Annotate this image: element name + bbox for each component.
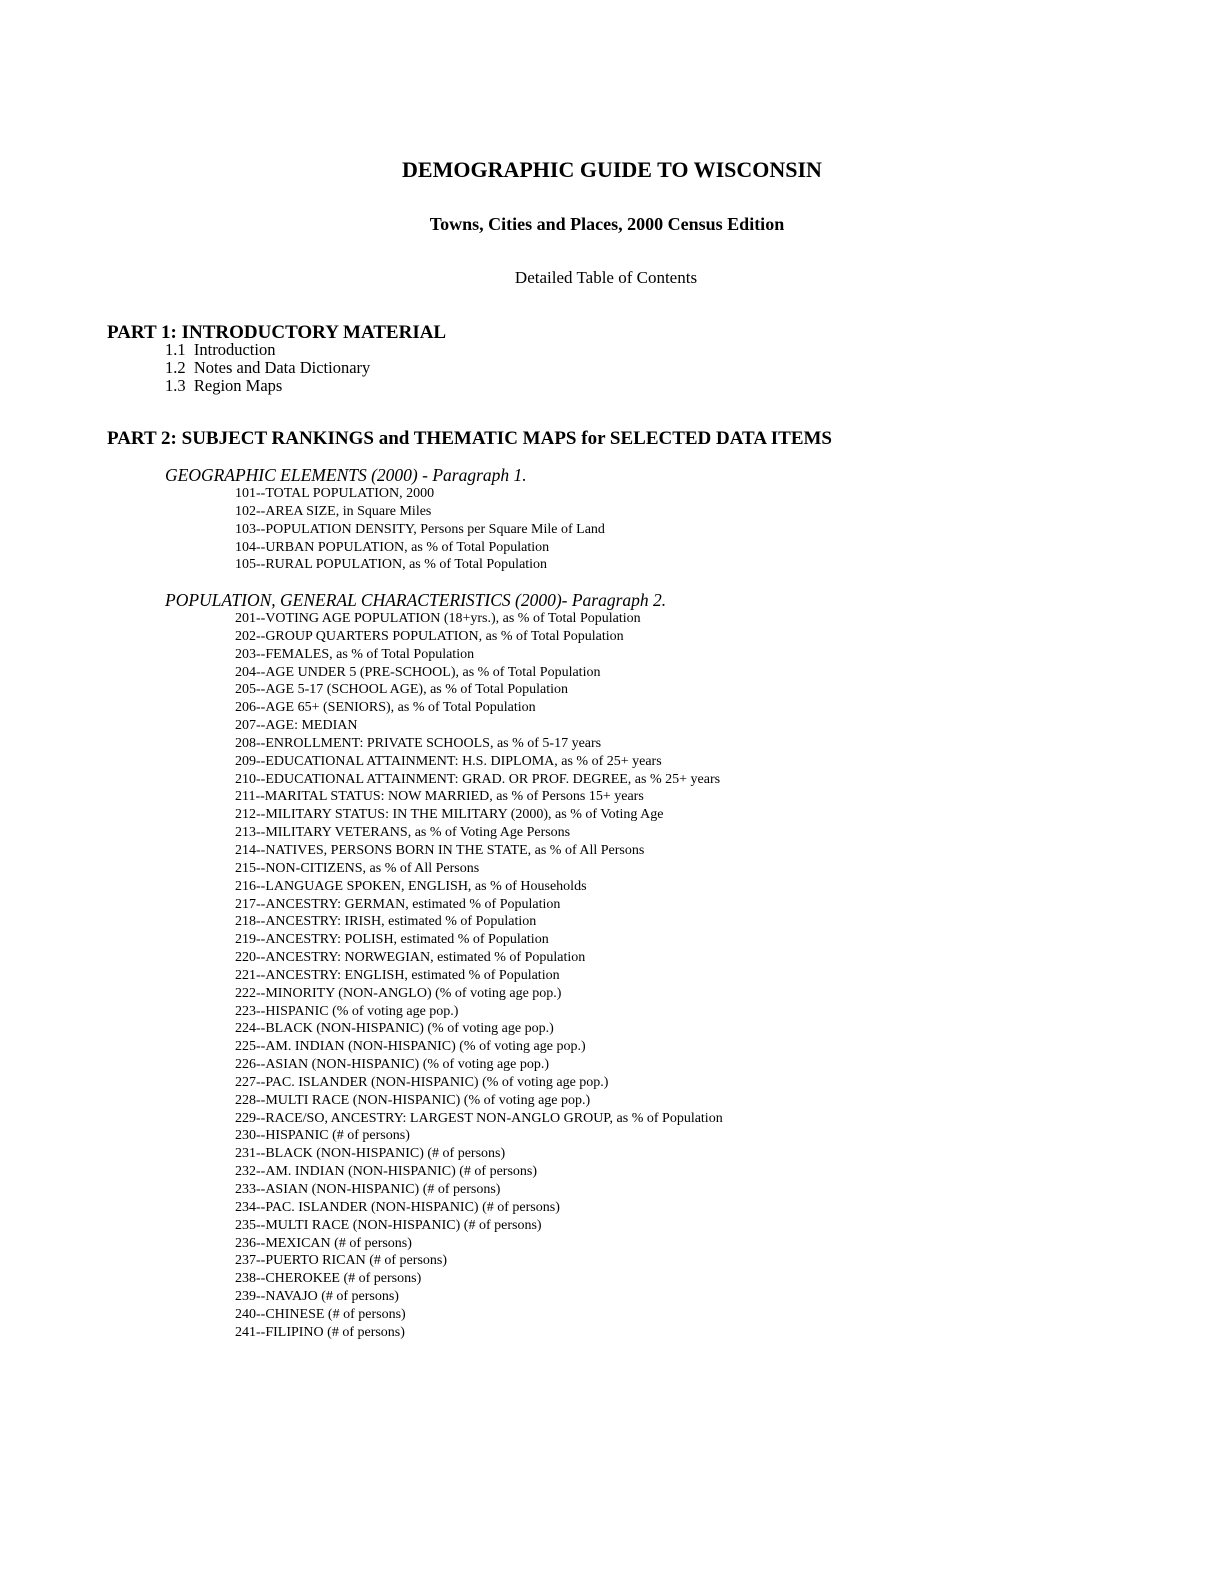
part1-heading: PART 1: INTRODUCTORY MATERIAL	[107, 322, 447, 343]
data-item: 238--CHEROKEE (# of persons)	[235, 1271, 422, 1287]
data-item: 240--CHINESE (# of persons)	[235, 1306, 406, 1322]
data-item: 204--AGE UNDER 5 (PRE-SCHOOL), as % of Total Population	[235, 664, 601, 680]
document-title: DEMOGRAPHIC GUIDE TO WISCONSIN	[402, 157, 822, 182]
data-item: 237--PUERTO RICAN (# of persons)	[235, 1253, 447, 1269]
toc-heading: Detailed Table of Contents	[514, 268, 698, 287]
toc-entry: 1.1 Introduction	[165, 340, 276, 359]
data-item: 230--HISPANIC (# of persons)	[235, 1128, 410, 1144]
section-title-population: POPULATION, GENERAL CHARACTERISTICS (2000)- Paragraph 2.	[165, 590, 667, 610]
data-item: 102--AREA SIZE, in Square Miles	[235, 503, 432, 519]
data-item: 215--NON-CITIZENS, as % of All Persons	[235, 860, 480, 876]
data-item: 214--NATIVES, PERSONS BORN IN THE STATE, as % of All Persons	[235, 842, 645, 858]
data-item: 211--MARITAL STATUS: NOW MARRIED, as % of Persons 15+ years	[235, 789, 644, 805]
data-item: 206--AGE 65+ (SENIORS), as % of Total Population	[235, 700, 536, 716]
data-item: 201--VOTING AGE POPULATION (18+yrs.), as % of Total Population	[235, 611, 641, 626]
data-item: 235--MULTI RACE (NON-HISPANIC) (# of persons)	[235, 1217, 542, 1233]
data-item: 223--HISPANIC (% of voting age pop.)	[235, 1003, 459, 1019]
data-item: 232--AM. INDIAN (NON-HISPANIC) (# of persons)	[235, 1164, 538, 1180]
data-item: 202--GROUP QUARTERS POPULATION, as % of Total Population	[235, 628, 624, 644]
data-item: 101--TOTAL POPULATION, 2000	[235, 486, 435, 501]
data-item: 221--ANCESTRY: ENGLISH, estimated % of Population	[235, 967, 560, 983]
data-item: 207--AGE: MEDIAN	[235, 718, 358, 734]
data-item: 241--FILIPINO (# of persons)	[235, 1324, 405, 1340]
data-item: 233--ASIAN (NON-HISPANIC) (# of persons)	[235, 1182, 501, 1197]
toc-entry: 1.2 Notes and Data Dictionary	[165, 358, 371, 377]
part1-list	[165, 341, 370, 395]
toc-entry: 1.3 Region Maps	[165, 376, 283, 395]
section-items-population	[235, 610, 723, 1342]
data-item: 219--ANCESTRY: POLISH, estimated % of Population	[235, 932, 549, 948]
data-item: 104--URBAN POPULATION, as % of Total Population	[235, 539, 550, 555]
data-item: 224--BLACK (NON-HISPANIC) (% of voting age pop.)	[235, 1021, 554, 1037]
data-item: 234--PAC. ISLANDER (NON-HISPANIC) (# of persons)	[235, 1199, 560, 1215]
data-item: 203--FEMALES, as % of Total Population	[235, 646, 475, 662]
data-item: 103--POPULATION DENSITY, Persons per Square Mile of Land	[235, 521, 605, 537]
data-item: 218--ANCESTRY: IRISH, estimated % of Population	[235, 914, 537, 930]
data-item: 231--BLACK (NON-HISPANIC) (# of persons)	[235, 1146, 506, 1162]
data-item: 226--ASIAN (NON-HISPANIC) (% of voting age pop.)	[235, 1057, 550, 1073]
data-item: 105--RURAL POPULATION, as % of Total Population	[235, 557, 548, 573]
data-item: 225--AM. INDIAN (NON-HISPANIC) (% of voting age pop.)	[235, 1039, 586, 1055]
document-subtitle: Towns, Cities and Places, 2000 Census Edition	[429, 214, 785, 234]
data-item: 222--MINORITY (NON-ANGLO) (% of voting age pop.)	[235, 985, 562, 1001]
data-item: 216--LANGUAGE SPOKEN, ENGLISH, as % of Households	[235, 878, 587, 894]
data-item: 227--PAC. ISLANDER (NON-HISPANIC) (% of voting age pop.)	[235, 1074, 609, 1090]
data-item: 228--MULTI RACE (NON-HISPANIC) (% of voting age pop.)	[235, 1092, 591, 1108]
data-item: 229--RACE/SO, ANCESTRY: LARGEST NON-ANGLO GROUP, as % of Population	[235, 1110, 723, 1126]
part2-heading: PART 2: SUBJECT RANKINGS and THEMATIC MAPS for SELECTED DATA ITEMS	[107, 428, 832, 449]
data-item: 205--AGE 5-17 (SCHOOL AGE), as % of Total Population	[235, 682, 569, 698]
data-item: 213--MILITARY VETERANS, as % of Voting Age Persons	[235, 825, 571, 841]
data-item: 217--ANCESTRY: GERMAN, estimated % of Population	[235, 896, 561, 912]
data-item: 239--NAVAJO (# of persons)	[235, 1289, 399, 1305]
section-items-geographic	[235, 485, 605, 574]
data-item: 210--EDUCATIONAL ATTAINMENT: GRAD. OR PROF. DEGREE, as % 25+ years	[235, 771, 721, 787]
section-title-geographic: GEOGRAPHIC ELEMENTS (2000) - Paragraph 1.	[165, 465, 527, 485]
data-item: 220--ANCESTRY: NORWEGIAN, estimated % of Population	[235, 950, 586, 966]
data-item: 209--EDUCATIONAL ATTAINMENT: H.S. DIPLOMA, as % of 25+ years	[235, 753, 662, 769]
data-item: 208--ENROLLMENT: PRIVATE SCHOOLS, as % of 5-17 years	[235, 735, 602, 751]
data-item: 236--MEXICAN (# of persons)	[235, 1235, 412, 1251]
data-item: 212--MILITARY STATUS: IN THE MILITARY (2000), as % of Voting Age	[235, 807, 664, 823]
